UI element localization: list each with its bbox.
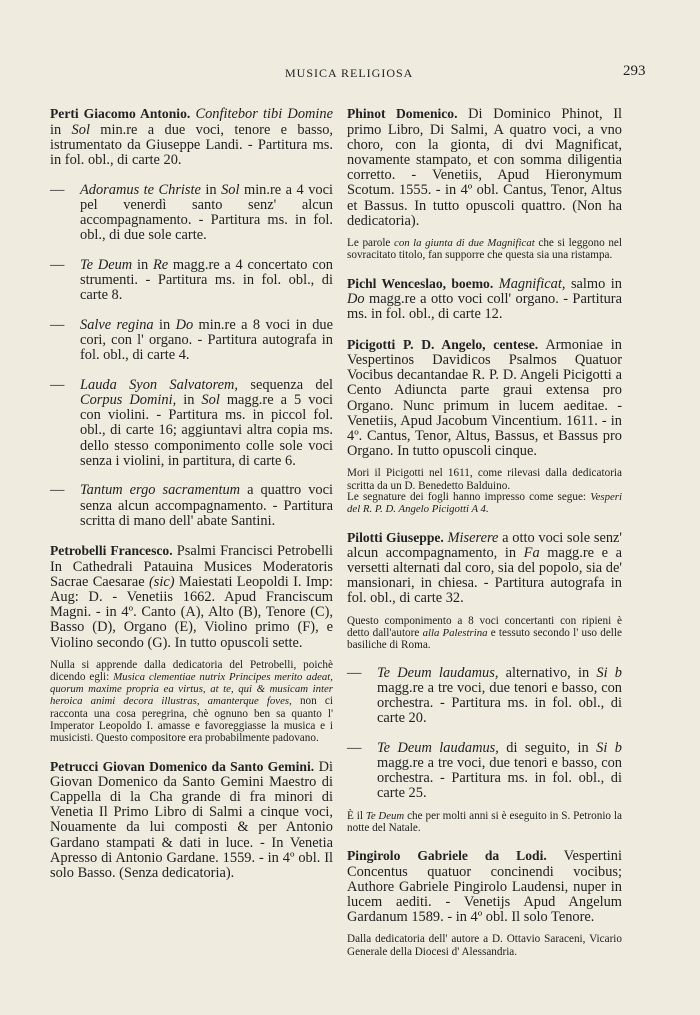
entry-heading: Pichl Wenceslao, boemo.: [347, 275, 494, 291]
page-number: 293: [623, 63, 646, 79]
key: Re: [152, 256, 169, 273]
entry-heading: Phinot Domenico.: [347, 106, 458, 122]
entry-perti-confitebor: Perti Giacomo Antonio. Confitebor tibi Domine in Sol min.re a due voci, tenore e basso, istrumentato da Giuseppe Landi. - Partitura ms. in fol. obl., di carte 20.: [50, 106, 333, 168]
note-phinot: Le parole con la giunta di due Magnificat che si leggono nel sovracitato titolo, fan supporre che questa sia una ristampa.: [347, 237, 622, 262]
entry-pilotti-te-deum-1: — Te Deum laudamus, alternativo, in Si b magg.re a tre voci, due tenori e basso, con orchestra. - Partitura ms. in fol. obl., di carte 20.: [347, 664, 622, 727]
key: Sol: [71, 121, 90, 138]
key: Si b: [596, 739, 622, 756]
work-title: Lauda Syon Salvatorem,: [80, 376, 239, 393]
work-title: Adoramus te Christe: [80, 181, 201, 198]
entry-phinot: Phinot Domenico. Di Dominico Phinot, Il primo Libro, Di Salmi, A quatro voci, a vno choro, con la gionta, di dvi Magnificat, novamente stampato, et con somma diligentia corretto. - Venetiis, Apud Hieronymum Scotum. 1555. - in 4º obl. Cantus, Tenor, Altus et Bassus. In tutto opuscoli quattro. (Non ha dedicatoria).: [347, 106, 623, 229]
entry-heading: Petrobelli Francesco.: [50, 543, 173, 559]
note-pilotti-2: È il Te Deum che per molti anni si è eseguito in S. Petronio la notte del Natale.: [347, 809, 622, 834]
key: Do: [175, 316, 194, 333]
work-title: Te Deum laudamus,: [377, 664, 499, 681]
note-pingirolo: Dalla dedicatoria dell' autore a D. Ottavio Saraceni, Vicario Generale della Diocesi d' Alessandria.: [347, 933, 622, 958]
entry-perti-adoramus: — Adoramus te Christe in Sol min.re a 4 voci pel venerdì santo senz' alcun accompagnamento. - Partitura ms. in fol. obl., di due sole carte.: [50, 181, 333, 244]
right-column: [347, 92, 622, 969]
entry-perti-salve-regina: — Salve regina in Do min.re a 8 voci in due cori, con l' organo. - Partitura autografa in fol. obl., di carte 4.: [50, 316, 333, 364]
work-title: Confitebor tibi Domine: [195, 106, 333, 123]
work-title: Te Deum laudamus,: [377, 739, 499, 756]
entry-heading: Picigotti P. D. Angelo, centese.: [347, 336, 539, 352]
entry-picigotti: Picigotti P. D. Angelo, centese. Armoniae in Vespertinos Davidicos Psalmos Quatuor Vocibus decantandae R. P. D. Angeli Picigotti a Cento Adiuncta parte graui extensa pro Organo. Nunc primum in lucem aeditae. - Venetiis, Apud Jacobum Vincentium. 1611. - in 4º. Cantus, Tenor, Altus, Bassus, et Bassus pro Organo. In tutto opuscoli cinque.: [347, 336, 623, 460]
key: Si b: [596, 664, 622, 681]
entry-perti-te-deum: — Te Deum in Re magg.re a 4 concertato con strumenti. - Partitura ms. in fol. obl., di carte 8.: [50, 256, 333, 304]
note-picigotti-2: Le segnature dei fogli hanno impresso come segue: Vesperi del R. P. D. Angelo Picigotti A 4.: [347, 490, 622, 516]
entry-heading: Pilotti Giuseppe.: [347, 529, 444, 545]
entry-pingirolo: Pingirolo Gabriele da Lodi. Vespertini Concentus quatuor concinendi vocibus; Authore Gabriele Pingirolo Laudensi, nuper in lucem aediti. - Venetijs Apud Angelum Gardanum 1589. - in 4º obl. Il solo Tenore.: [347, 848, 623, 926]
entry-heading: Pingirolo Gabriele da Lodi.: [347, 848, 547, 864]
work-title: Tantum ergo sacramentum: [80, 482, 241, 499]
work-title: Salve regina: [80, 316, 154, 333]
entry-petrobelli: Petrobelli Francesco. Psalmi Francisci Petrobelli In Cathedrali Patauina Musices Moderatoris Sacrae Caesarae (sic) Maiestati Leopoldi I. Imp: Aug: D. - Venetiis 1662. Apud Franciscum Magni. - in 4º. Canto (A), Alto (B), Tenore (C), Basso (D), Organo (E), Violino primo (F), e Violino secondo (G). In tutto opuscoli sette.: [50, 543, 334, 651]
work-title: Magnificat,: [493, 275, 566, 292]
note-picigotti-1: Mori il Picigotti nel 1611, come rilevasi dalla dedicatoria scritta da un D. Benedetto Balduino.: [347, 467, 622, 492]
entry-pilotti-miserere: Pilotti Giuseppe. Miserere a otto voci sole senz' alcun accompagnamento, in Fa magg.re e a versetti alternati dal coro, sia del popolo, sia de' mansionari, in chiesa. - Partitura autografa in fol. obl., di carte 32.: [347, 529, 623, 607]
entry-pichl: Pichl Wenceslao, boemo. Magnificat, salmo in Do magg.re a otto voci coll' organo. - Partitura ms. in fol. obl., di carte 12.: [347, 275, 622, 323]
left-column: [50, 92, 333, 892]
entry-pilotti-te-deum-2: — Te Deum laudamus, di seguito, in Si b magg.re a tre voci, due tenori e basso, con orchestra. - Partitura ms. in fol. obl., di carte 25.: [347, 739, 622, 802]
work-title: Te Deum: [80, 256, 133, 273]
entry-perti-tantum-ergo: — Tantum ergo sacramentum a quattro voci senza alcun accompagnamento. - Partitura scritta di mano dell' abate Santini.: [50, 482, 333, 529]
note-pilotti-1: Questo componimento a 8 voci concertanti con ripieni è detto dall'autore alla Palestrina e tessuto secondo l' uso delle basiliche di Roma.: [347, 614, 622, 652]
work-title: Miserere: [443, 529, 499, 546]
key: Fa: [523, 544, 540, 561]
work-title: Corpus Domini,: [80, 392, 177, 408]
entry-petrucci: Petrucci Giovan Domenico da Santo Gemini. Di Giovan Domenico da Santo Gemini Maestro di Cappella di la Cha grande di fra minori di Venetia Il Primo Libro di Salmi a cinque voci, Nouamente da lui composti & per Antonio Gardano stampati & dati in luce. - In Venetia Apresso di Antonio Gardane. 1559. - in 4º obl. Il solo Basso. (Senza dedicatoria).: [50, 758, 333, 882]
running-title: MUSICA RELIGIOSA: [285, 66, 414, 80]
entry-heading: Perti Giacomo Antonio.: [50, 106, 191, 122]
key: Sol: [201, 392, 220, 408]
entry-perti-lauda-syon: — Lauda Syon Salvatorem, sequenza del Corpus Domini, in Sol magg.re a 5 voci con violini. - Partitura ms. in piccol fol. obl., di carte 16; aggiuntavi altra copia ms. dello stesso componimento colle sole voci senza i violini, in partitura, di carte 6.: [50, 376, 334, 469]
note-petrobelli: Nulla si apprende dalla dedicatoria del Petrobelli, poichè dicendo egli: Musica clementiae nutrix Principes merito adeat, quorum maxime propria ea virtus, at te, qui & musicam inter heroica animi decora illustras, amanterque foves, non ci racconta una cosa peregrina, chè ognuno ben sa quanto l' Imperator Leopoldo I. amasse e favoreggiasse la musica e i musicisti. Questo compositore era probabilmente padovano.: [50, 658, 333, 745]
key: Sol: [221, 181, 240, 198]
key: Do: [347, 291, 365, 308]
page-header: [0, 63, 700, 86]
entry-heading: Petrucci Giovan Domenico da Santo Gemini.: [50, 758, 315, 774]
